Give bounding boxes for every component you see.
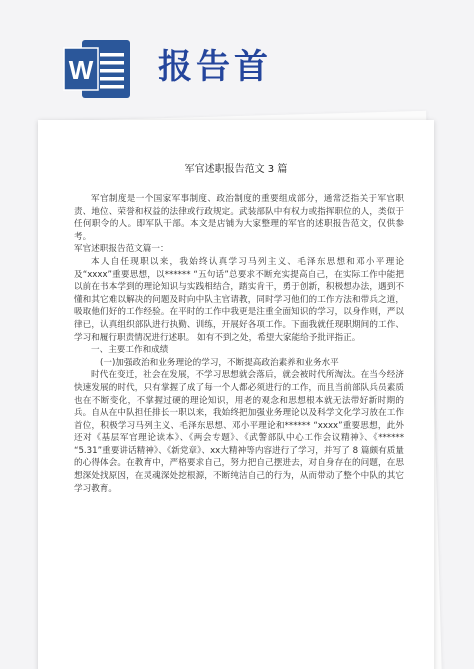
- section-label: 军官述职报告范文篇一：: [74, 244, 169, 255]
- intro-paragraph: 军官制度是一个国家军事制度、政治制度的重要组成部分，通常泛指关于军官职责、地位、荣誉和权益的法律或行政规定。武装部队中有权力或指挥职位的人，类似于任何职令的人。即军队干部。本文是店铺为大家整理的军官的述职报告范文，仅供参考。: [74, 194, 404, 242]
- section-heading: 一、主要工作和成绩: [91, 345, 169, 356]
- document-title: 军官述职报告范文 3 篇: [184, 164, 288, 175]
- body-paragraph: 本人自任现职以来，我始终认真学习马列主义、毛泽东思想和邓小平理论及“xxxx”重要思想，以****** “五句话”总要求不断充实提高自己，在实际工作中能把以前在书本学到的理论知识与实践相结合，踏实肯干，勇于创新，积极想办法，遇到不懂和其它难以解决的问题及时向中队主官请教，同时学习他们的工作方法和带兵之道，吸取他们好的工作经验。在平时的工作中我更是注重全面知识的学习，以身作则，严以律已，认真组织部队进行执勤、训练，开展好各项工作。下面我就任现职期间的工作、学习和履行职责情况进行述职。 如有不到之处，希望大家能给予批评指正。: [74, 256, 404, 343]
- word-logo-letter: W: [68, 55, 94, 85]
- subsection-heading: (一)加强政治和业务理论的学习，不断提高政治素养和业务水平: [100, 357, 339, 368]
- document-body: [74, 193, 404, 495]
- word-icon: [62, 38, 132, 100]
- document-page: [38, 120, 434, 669]
- header-title: 报告首: [158, 47, 272, 87]
- body-paragraph: 时代在变迁，社会在发展，不学习思想就会落后，就会被时代所淘汰。在当今经济快速发展的时代，只有掌握了成了每一个人都必须进行的工作，而且当前部队兵员素质也在不断变化，不掌握过硬的理论知识，用老的观念和思想根本就无法带好新时期的兵。自从在中队担任排长一职以来，我始终把加强业务理论以及科学文化学习放在工作首位，积极学习马列主义、毛泽东思想、邓小平理论和****** “xxxx”重要思想，此外还对《基层军官理论读本》、《两会专题》、《武警部队中心工作会议精神》、《****** “5.31”重要讲话精神》、《新党章》、xx大精神等内容进行了学习，并写了 8 篇颇有质量的心得体会。在教育中，严格要求自己，努力把自己摆进去，对自身存在的问题，在思想深处找原因，在灵魂深处挖根源，不断纯洁自己的行为，从而带动了整个中队的其它学习教育。: [74, 370, 404, 494]
